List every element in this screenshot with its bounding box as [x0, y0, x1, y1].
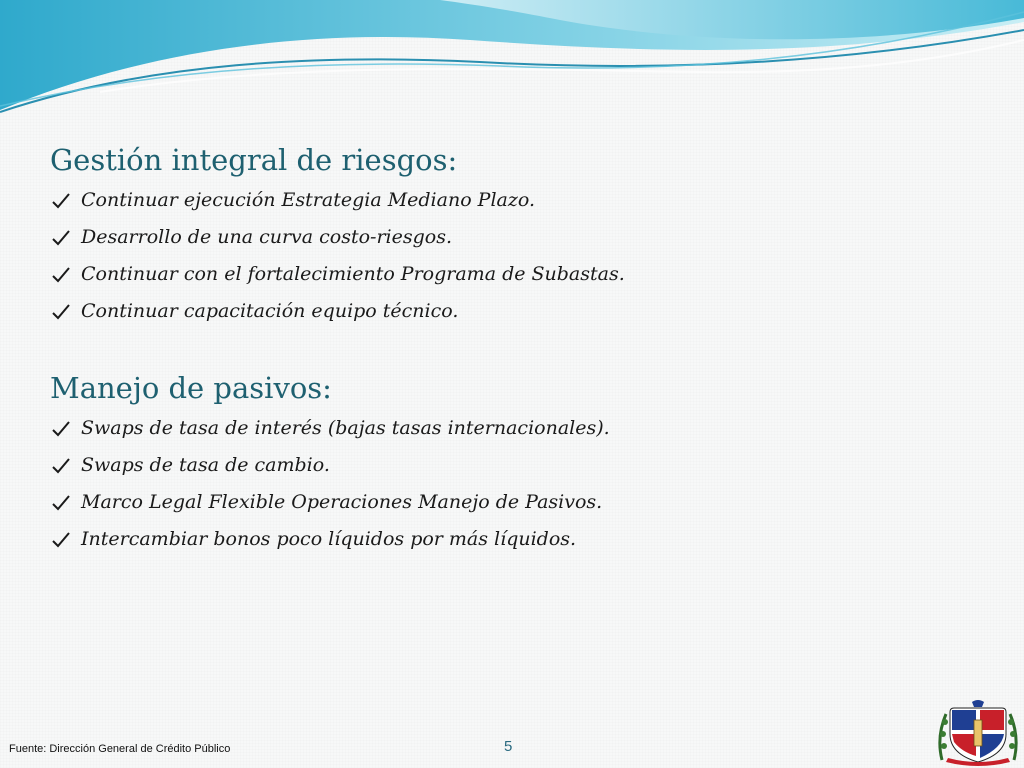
- list-item-text: Continuar ejecución Estrategia Mediano Plazo.: [81, 189, 536, 211]
- list-item: [50, 410, 970, 447]
- list-item: [50, 447, 970, 484]
- list-item-text: Marco Legal Flexible Operaciones Manejo de Pasivos.: [81, 491, 603, 513]
- list-item: [50, 293, 970, 330]
- page-number: 5: [504, 738, 513, 755]
- section-title: Gestión integral de riesgos:: [50, 143, 458, 177]
- section-risk-management: [50, 138, 970, 330]
- list-item-text: Desarrollo de una curva costo-riesgos.: [81, 226, 453, 248]
- checkmark-icon: [52, 421, 70, 437]
- section-liability-management: [50, 366, 970, 558]
- source-footnote: Fuente: Dirección General de Crédito Público: [9, 743, 231, 755]
- slide-content: [50, 138, 970, 594]
- list-item-text: Continuar con el fortalecimiento Programa de Subastas.: [81, 263, 625, 285]
- coat-of-arms-icon: [936, 700, 1020, 768]
- list-item-text: Continuar capacitación equipo técnico.: [81, 300, 459, 322]
- header-wave-decoration: [0, 0, 1024, 120]
- list-item: [50, 182, 970, 219]
- checkmark-icon: [52, 495, 70, 511]
- checkmark-icon: [52, 532, 70, 548]
- checkmark-icon: [52, 230, 70, 246]
- checkmark-icon: [52, 267, 70, 283]
- bullet-list: [50, 182, 970, 330]
- list-item: [50, 484, 970, 521]
- list-item: [50, 521, 970, 558]
- checkmark-icon: [52, 193, 70, 209]
- bullet-list: [50, 410, 970, 558]
- checkmark-icon: [52, 304, 70, 320]
- list-item-text: Swaps de tasa de cambio.: [81, 454, 330, 476]
- list-item-text: Intercambiar bonos poco líquidos por más líquidos.: [81, 528, 577, 550]
- list-item-text: Swaps de tasa de interés (bajas tasas internacionales).: [81, 417, 610, 439]
- section-title: Manejo de pasivos:: [50, 371, 332, 405]
- list-item: [50, 219, 970, 256]
- checkmark-icon: [52, 458, 70, 474]
- list-item: [50, 256, 970, 293]
